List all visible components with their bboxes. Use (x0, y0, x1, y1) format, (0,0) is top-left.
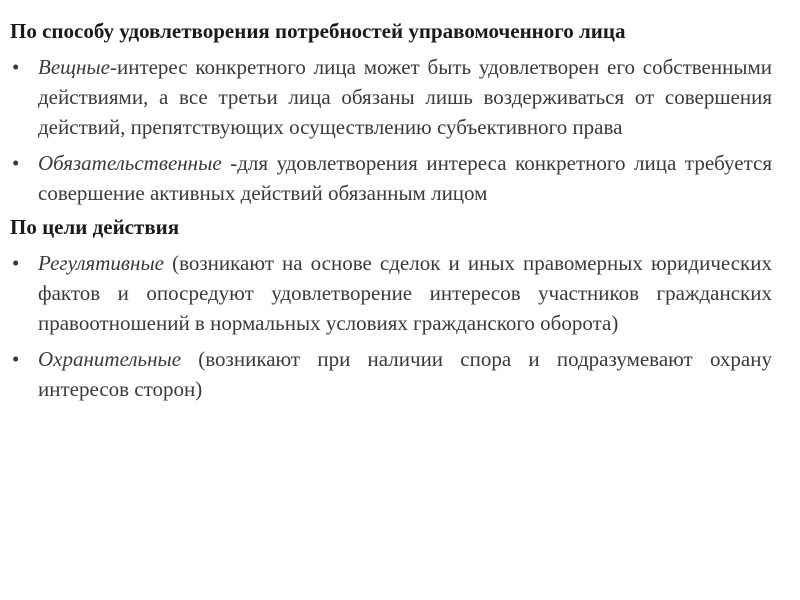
list-item-regulatory (10, 248, 784, 338)
bullet-icon: • (12, 251, 20, 275)
bullet-icon: • (12, 151, 20, 175)
section-heading-purpose: По цели действия (10, 215, 180, 239)
term-description: -интерес конкретного лица может быть удовлетворен его собственными действиями, а все третьи лица обязаны лишь воздерживаться от совершения действий, препятствующих осуществлению субъективного права (38, 55, 772, 139)
term-label: Регулятивные (38, 251, 164, 275)
list-item-real-rights (10, 52, 784, 142)
bullet-icon: • (12, 347, 20, 371)
term-label: Обязательственные (38, 151, 222, 175)
term-label: Охранительные (38, 347, 182, 371)
list-purpose (10, 248, 784, 404)
term-description: (возникают при наличии спора и подразумевают охрану интересов сторон) (38, 347, 772, 401)
term-description: (возникают на основе сделок и иных правомерных юридических фактов и опосредуют удовлетворение интересов участников гражданских правоотношений в нормальных условиях гражданского оборота) (38, 251, 772, 335)
list-method (10, 52, 784, 208)
section-heading-method: По способу удовлетворения потребностей управомоченного лица (10, 19, 626, 43)
list-item-obligations (10, 148, 784, 208)
list-item-protective (10, 344, 784, 404)
term-label: Вещные (38, 55, 110, 79)
bullet-icon: • (12, 55, 20, 79)
term-description: -для удовлетворения интереса конкретного лица требуется совершение активных действий обязанным лицом (38, 151, 772, 205)
